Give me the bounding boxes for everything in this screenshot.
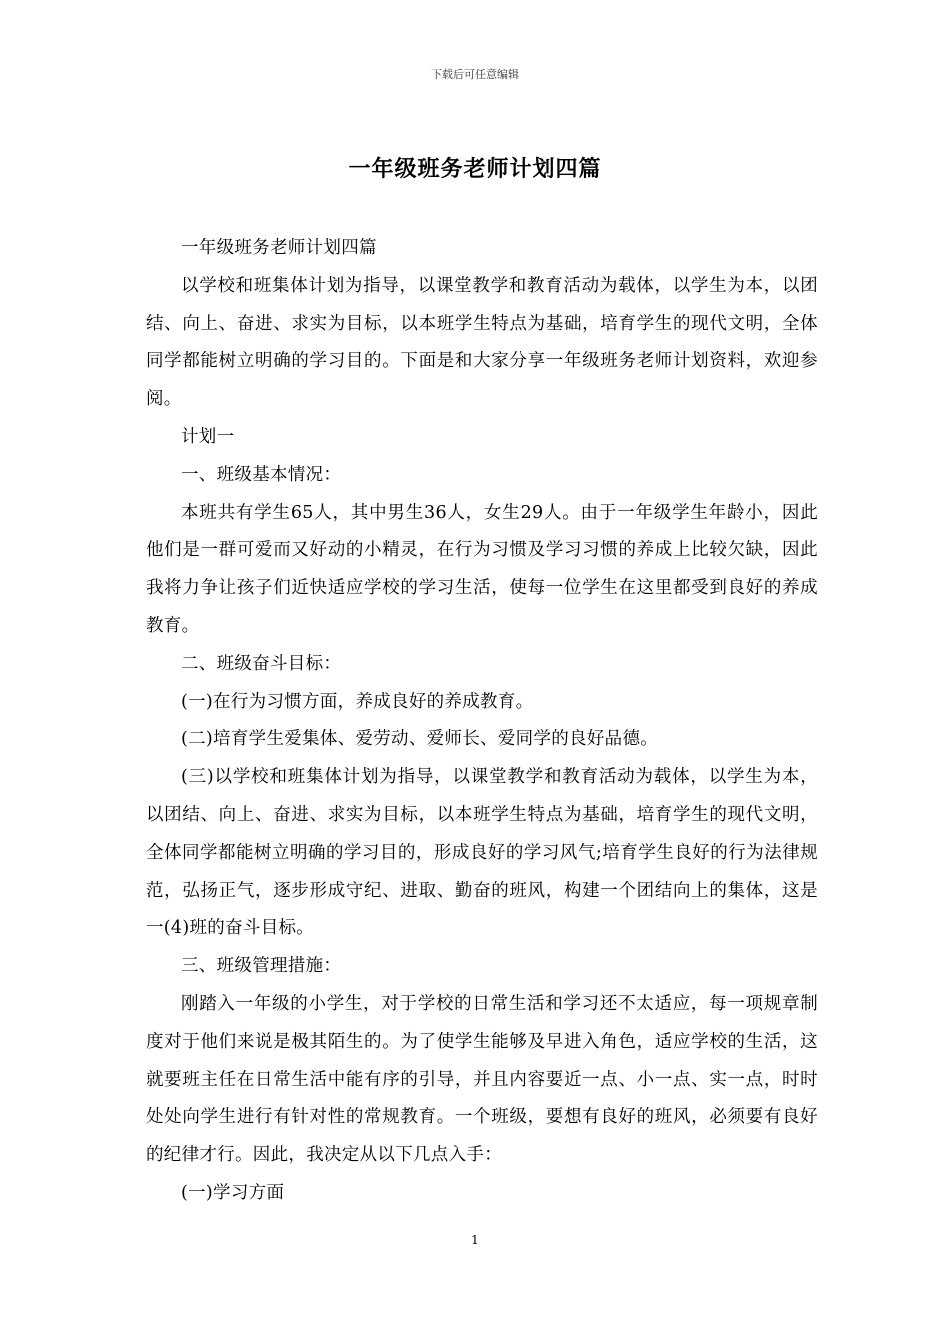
header-note: 下载后可任意编辑 — [431, 68, 519, 81]
paragraph-subtitle: 一年级班务老师计划四篇 — [181, 238, 377, 258]
goal-item-2: (二)培育学生爱集体、爱劳动、爱师长、爱同学的良好品德。 — [181, 729, 659, 750]
subsection-heading-study: (一)学习方面 — [181, 1182, 285, 1203]
section-heading-class-goals: 二、班级奋斗目标： — [181, 653, 342, 674]
section-heading-management: 三、班级管理措施： — [181, 956, 342, 977]
section-heading-class-situation: 一、班级基本情况： — [181, 464, 342, 485]
paragraph-plan-one-heading: 计划一 — [181, 426, 235, 447]
paragraph-intro: 以学校和班集体计划为指导，以课堂教学和教育活动为载体，以学生为本，以团结、向上、奋进、求实为目标，以本班学生特点为基础，培育学生的现代文明，全体同学都能树立明确的学习目的。下面是和大家分享一年级班务老师计划资料，欢迎参阅。 — [146, 275, 818, 410]
goal-item-3: (三)以学校和班集体计划为指导，以课堂教学和教育活动为载体，以学生为本，以团结、向上、奋进、求实为目标，以本班学生特点为基础，培育学生的现代文明，全体同学都能树立明确的学习目的，形成良好的学习风气;培育学生良好的行为法律规范，弘扬正气，逐步形成守纪、进取、勤奋的班风，构建一个团结向上的集体，这是一(4)班的奋斗目标。 — [146, 767, 818, 939]
document-title: 一年级班务老师计划四篇 — [348, 156, 602, 182]
document-body — [146, 230, 818, 1213]
goal-item-1: (一)在行为习惯方面，养成良好的养成教育。 — [181, 691, 534, 712]
paragraph-class-situation: 本班共有学生65人，其中男生36人，女生29人。由于一年级学生年龄小，因此他们是一群可爱而又好动的小精灵，在行为习惯及学习习惯的养成上比较欠缺，因此我将力争让孩子们近快适应学校的学习生活，使每一位学生在这里都受到良好的养成教育。 — [146, 502, 818, 636]
paragraph-management: 刚踏入一年级的小学生，对于学校的日常生活和学习还不太适应，每一项规章制度对于他们来说是极其陌生的。为了使学生能够及早进入角色，适应学校的生活，这就要班主任在日常生活中能有序的引导，并且内容要近一点、小一点、实一点，时时处处向学生进行有针对性的常规教育。一个班级，要想有良好的班风，必须要有良好的纪律才行。因此，我决定从以下几点入手： — [146, 993, 818, 1166]
page-number: 1 — [471, 1233, 479, 1247]
